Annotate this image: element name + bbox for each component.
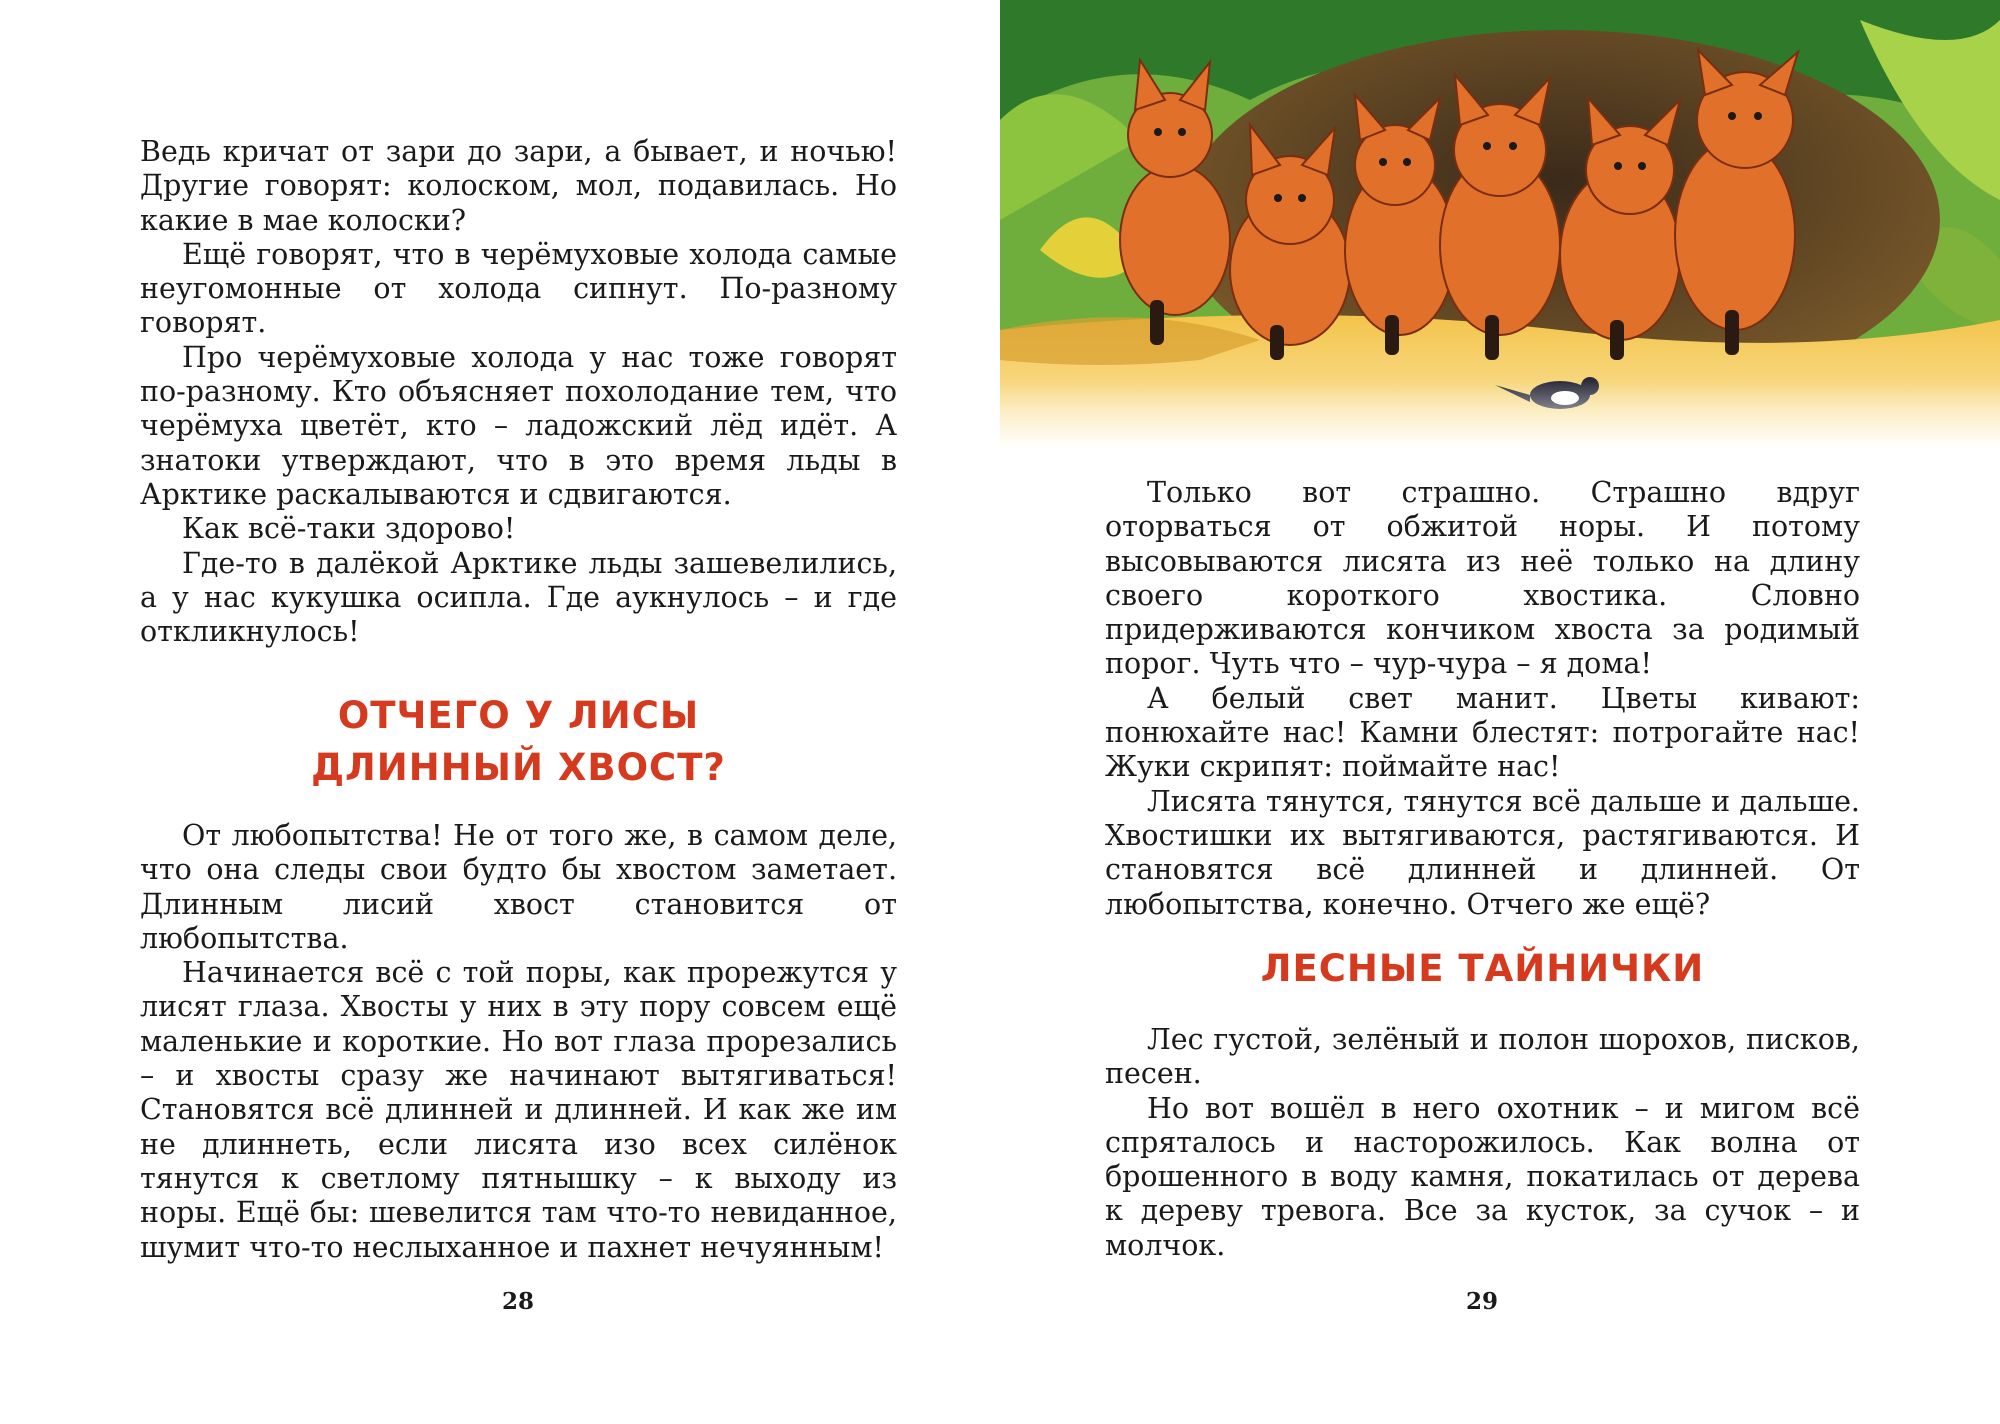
chapter-heading-fox-tail (140, 690, 897, 794)
paragraph: А белый свет манит. Цветы кивают: понюхайте нас! Камни блестят: потрогайте нас! Жуки скрипят: поймайте нас! (1105, 681, 1860, 784)
fox-cubs-illustration (1000, 0, 2000, 450)
heading-line: ЛЕСНЫЕ ТАЙНИЧКИ (1260, 947, 1705, 990)
fox-tail-story (140, 819, 897, 1265)
paragraph: Где-то в далёкой Арктике льды зашевелились, а у нас кукушка осипла. Где аукнулось – и где откликнулось! (140, 546, 897, 649)
page-number: 28 (501, 1288, 534, 1315)
fox-tail-story-continued (1105, 476, 1860, 922)
chapter-heading-forest-hideouts (1105, 943, 1860, 995)
forest-hideouts-story (1105, 1023, 1860, 1263)
paragraph: Про черёмуховые холода у нас тоже говорят по-разному. Кто объясняет похолодание тем, что черёмуха цветёт, кто – ладожский лёд идёт. А знатоки утверждают, что в это время льды в Арктике раскалываются и сдвигаются. (140, 340, 897, 511)
right-page (1000, 0, 2000, 1424)
paragraph: Лес густой, зелёный и полон шорохов, писков, песен. (1105, 1023, 1860, 1091)
paragraph: Начинается всё с той поры, как прорежутся у лисят глаза. Хвосты у них в эту пору совсем ещё маленькие и короткие. Но вот глаза прорезались – и хвосты сразу же начинают вытягиваться! Становятся всё длинней и длинней. И как же им не длиннеть, если лисята изо всех силёнок тянутся к светлому пятнышку – к выходу из норы. Ещё бы: шевелится там что-то невиданное, шумит что-то неслыханное и пахнет нечуянным! (140, 956, 897, 1264)
page-number: 29 (1465, 1288, 1498, 1315)
heading-line: ДЛИННЫЙ ХВОСТ? (311, 746, 726, 789)
heading-line: ОТЧЕГО У ЛИСЫ (337, 694, 700, 737)
paragraph: Ведь кричат от зари до зари, а бывает, и ночью! Другие говорят: колоском, мол, подавилась. Но какие в мае колоски? (140, 135, 897, 237)
intro-text (140, 135, 897, 649)
paragraph: Как всё-таки здорово! (182, 512, 516, 546)
paragraph: Но вот вошёл в него охотник – и мигом всё спряталось и насторожилось. Как волна от брошенного в воду камня, покатилась от дерева к дереву тревога. Все за кусток, за сучок – и молчок. (1105, 1091, 1860, 1262)
paragraph: Только вот страшно. Страшно вдруг оторваться от обжитой норы. И потому высовываются лисята из неё только на длину своего короткого хвостика. Словно придерживаются кончиком хвоста за родимый порог. Чуть что – чур-чура – я дома! (1105, 476, 1860, 681)
paragraph: Лисята тянутся, тянутся всё дальше и дальше. Хвостишки их вытягиваются, растягиваются. И становятся всё длинней и длинней. От любопытства, конечно. Отчего же ещё? (1105, 784, 1860, 921)
paragraph: Ещё говорят, что в черёмуховые холода самые неугомонные от холода сипнут. По-разному говорят. (140, 237, 897, 340)
paragraph: От любопытства! Не от того же, в самом деле, что она следы свои будто бы хвостом заметает. Длинным лисий хвост становится от любопытства. (140, 819, 897, 955)
